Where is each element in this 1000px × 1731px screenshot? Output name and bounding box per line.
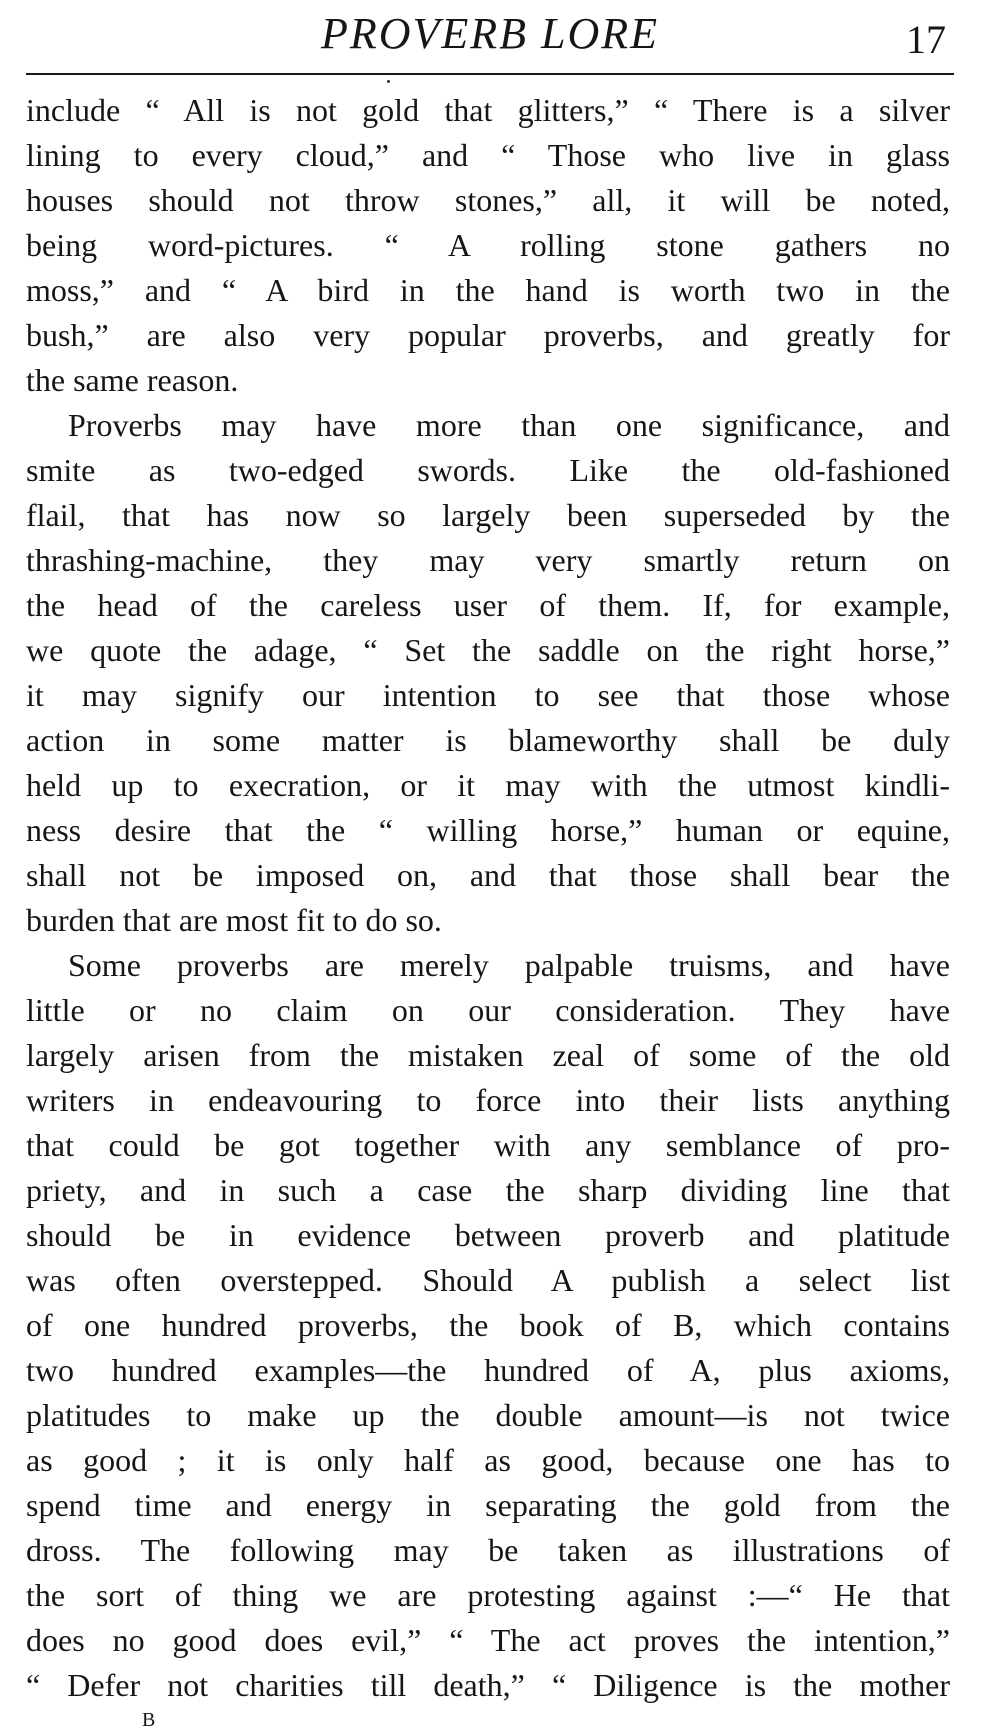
page-header [26, 4, 954, 70]
text-line: bush,” are also very popular proverbs, and greatly for [26, 317, 950, 353]
text-line: action in some matter is blameworthy shall be duly [26, 722, 950, 758]
text-line: smite as two-edged swords. Like the old-fashioned [26, 452, 950, 488]
text-line: spend time and energy in separating the gold from the [26, 1487, 950, 1523]
text-line: thrashing-machine, they may very smartly return on [26, 542, 950, 578]
signature-mark: B [142, 1709, 156, 1731]
text-line: it may signify our intention to see that those whose [26, 677, 950, 713]
text-line: we quote the adage, “ Set the saddle on the right horse,” [26, 632, 950, 668]
text-line: that could be got together with any semblance of pro- [26, 1127, 950, 1163]
text-line: shall not be imposed on, and that those shall bear the [26, 857, 950, 893]
text-line: the same reason. [26, 362, 239, 398]
text-line: burden that are most fit to do so. [26, 902, 442, 938]
text-line: held up to execration, or it may with the utmost kindli- [26, 767, 950, 803]
text-line: little or no claim on our consideration. They have [26, 992, 950, 1028]
text-line: the head of the careless user of them. If, for example, [26, 587, 950, 623]
text-line: does no good does evil,” “ The act proves the intention,” [26, 1622, 950, 1658]
text-line: include “ All is not gold that glitters,” “ There is a silver [26, 92, 950, 128]
text-line: “ Defer not charities till death,” “ Diligence is the mother [26, 1667, 950, 1703]
text-line: the sort of thing we are protesting against :—“ He that [26, 1577, 950, 1613]
paragraph-start-line: Some proverbs are merely palpable truisms, and have [68, 947, 950, 983]
text-line: platitudes to make up the double amount—is not twice [26, 1397, 950, 1433]
text-line: moss,” and “ A bird in the hand is worth two in the [26, 272, 950, 308]
body-text [26, 88, 950, 1708]
text-line: lining to every cloud,” and “ Those who live in glass [26, 137, 950, 173]
paragraph-start-line: Proverbs may have more than one significance, and [68, 407, 950, 443]
text-line: houses should not throw stones,” all, it will be noted, [26, 182, 950, 218]
rule-speck [387, 80, 390, 83]
text-line: dross. The following may be taken as illustrations of [26, 1532, 950, 1568]
text-line: priety, and in such a case the sharp dividing line that [26, 1172, 950, 1208]
text-line: flail, that has now so largely been superseded by the [26, 497, 950, 533]
text-line: writers in endeavouring to force into their lists anything [26, 1082, 950, 1118]
text-line: as good ; it is only half as good, because one has to [26, 1442, 950, 1478]
text-line: two hundred examples—the hundred of A, plus axioms, [26, 1352, 950, 1388]
page-number: 17 [906, 17, 946, 62]
text-line: of one hundred proverbs, the book of B, which contains [26, 1307, 950, 1343]
header-rule [26, 73, 954, 75]
text-line: should be in evidence between proverb and platitude [26, 1217, 950, 1253]
text-line: being word-pictures. “ A rolling stone gathers no [26, 227, 950, 263]
text-line: largely arisen from the mistaken zeal of some of the old [26, 1037, 950, 1073]
text-line: ness desire that the “ willing horse,” human or equine, [26, 812, 950, 848]
text-line: was often overstepped. Should A publish a select list [26, 1262, 950, 1298]
running-title: PROVERB LORE [320, 9, 660, 58]
